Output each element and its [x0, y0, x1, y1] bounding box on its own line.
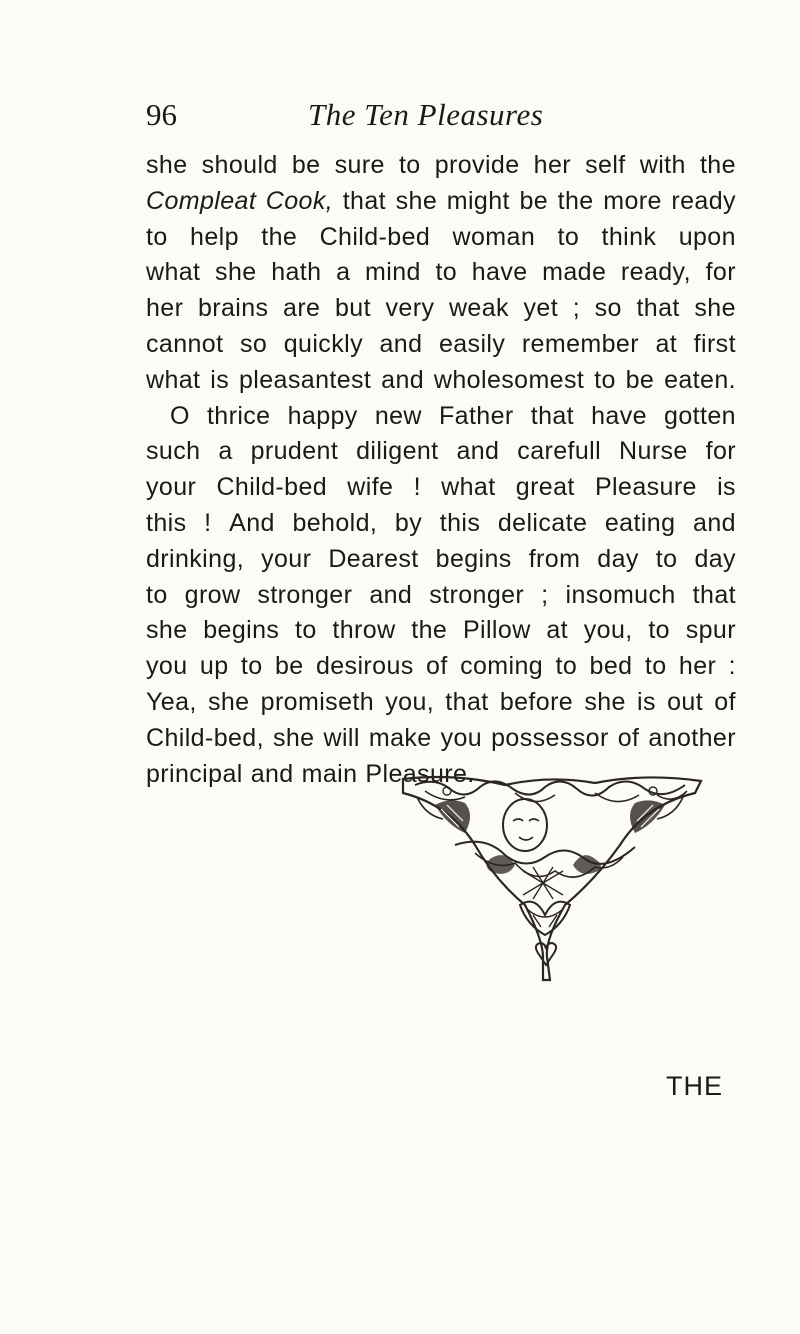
- text-line: drinking, your Dearest begins from day to day: [146, 544, 736, 573]
- text-line: O thrice happy new Father that have gotten: [170, 401, 736, 430]
- text-line: this ! And behold, by this delicate eating and: [146, 508, 736, 537]
- text-line: Yea, she promiseth you, that before she is out of: [146, 687, 736, 716]
- text-line: Compleat Cook, that she might be the more ready: [146, 186, 736, 215]
- text-line: cannot so quickly and easily remember at first: [146, 329, 736, 358]
- text-line: to grow stronger and stronger ; insomuch that: [146, 580, 736, 609]
- text-line: your Child-bed wife ! what great Pleasure is: [146, 473, 736, 502]
- text-line: principal and main Pleasure.: [146, 759, 475, 788]
- text-line: you up to be desirous of coming to bed to her :: [146, 652, 736, 681]
- text-line: such a prudent diligent and carefull Nurse for: [146, 437, 736, 466]
- catchword: THE: [666, 1071, 723, 1101]
- tailpiece-ornament-icon: [395, 775, 705, 985]
- running-head: [146, 90, 726, 140]
- text-line: what she hath a mind to have made ready, for: [146, 258, 736, 287]
- body-text: [146, 148, 736, 792]
- text-line: she should be sure to provide her self with the: [146, 151, 736, 179]
- text-line: her brains are but very weak yet ; so that she: [146, 294, 736, 323]
- page-number: 96: [146, 97, 177, 132]
- running-title: The Ten Pleasures: [308, 97, 544, 132]
- text-line: what is pleasantest and wholesomest to be eaten.: [146, 365, 736, 394]
- text-line: to help the Child-bed woman to think upon: [146, 222, 736, 251]
- text-line: Child-bed, she will make you possessor of another: [146, 723, 736, 752]
- text-line: she begins to throw the Pillow at you, to spur: [146, 616, 736, 645]
